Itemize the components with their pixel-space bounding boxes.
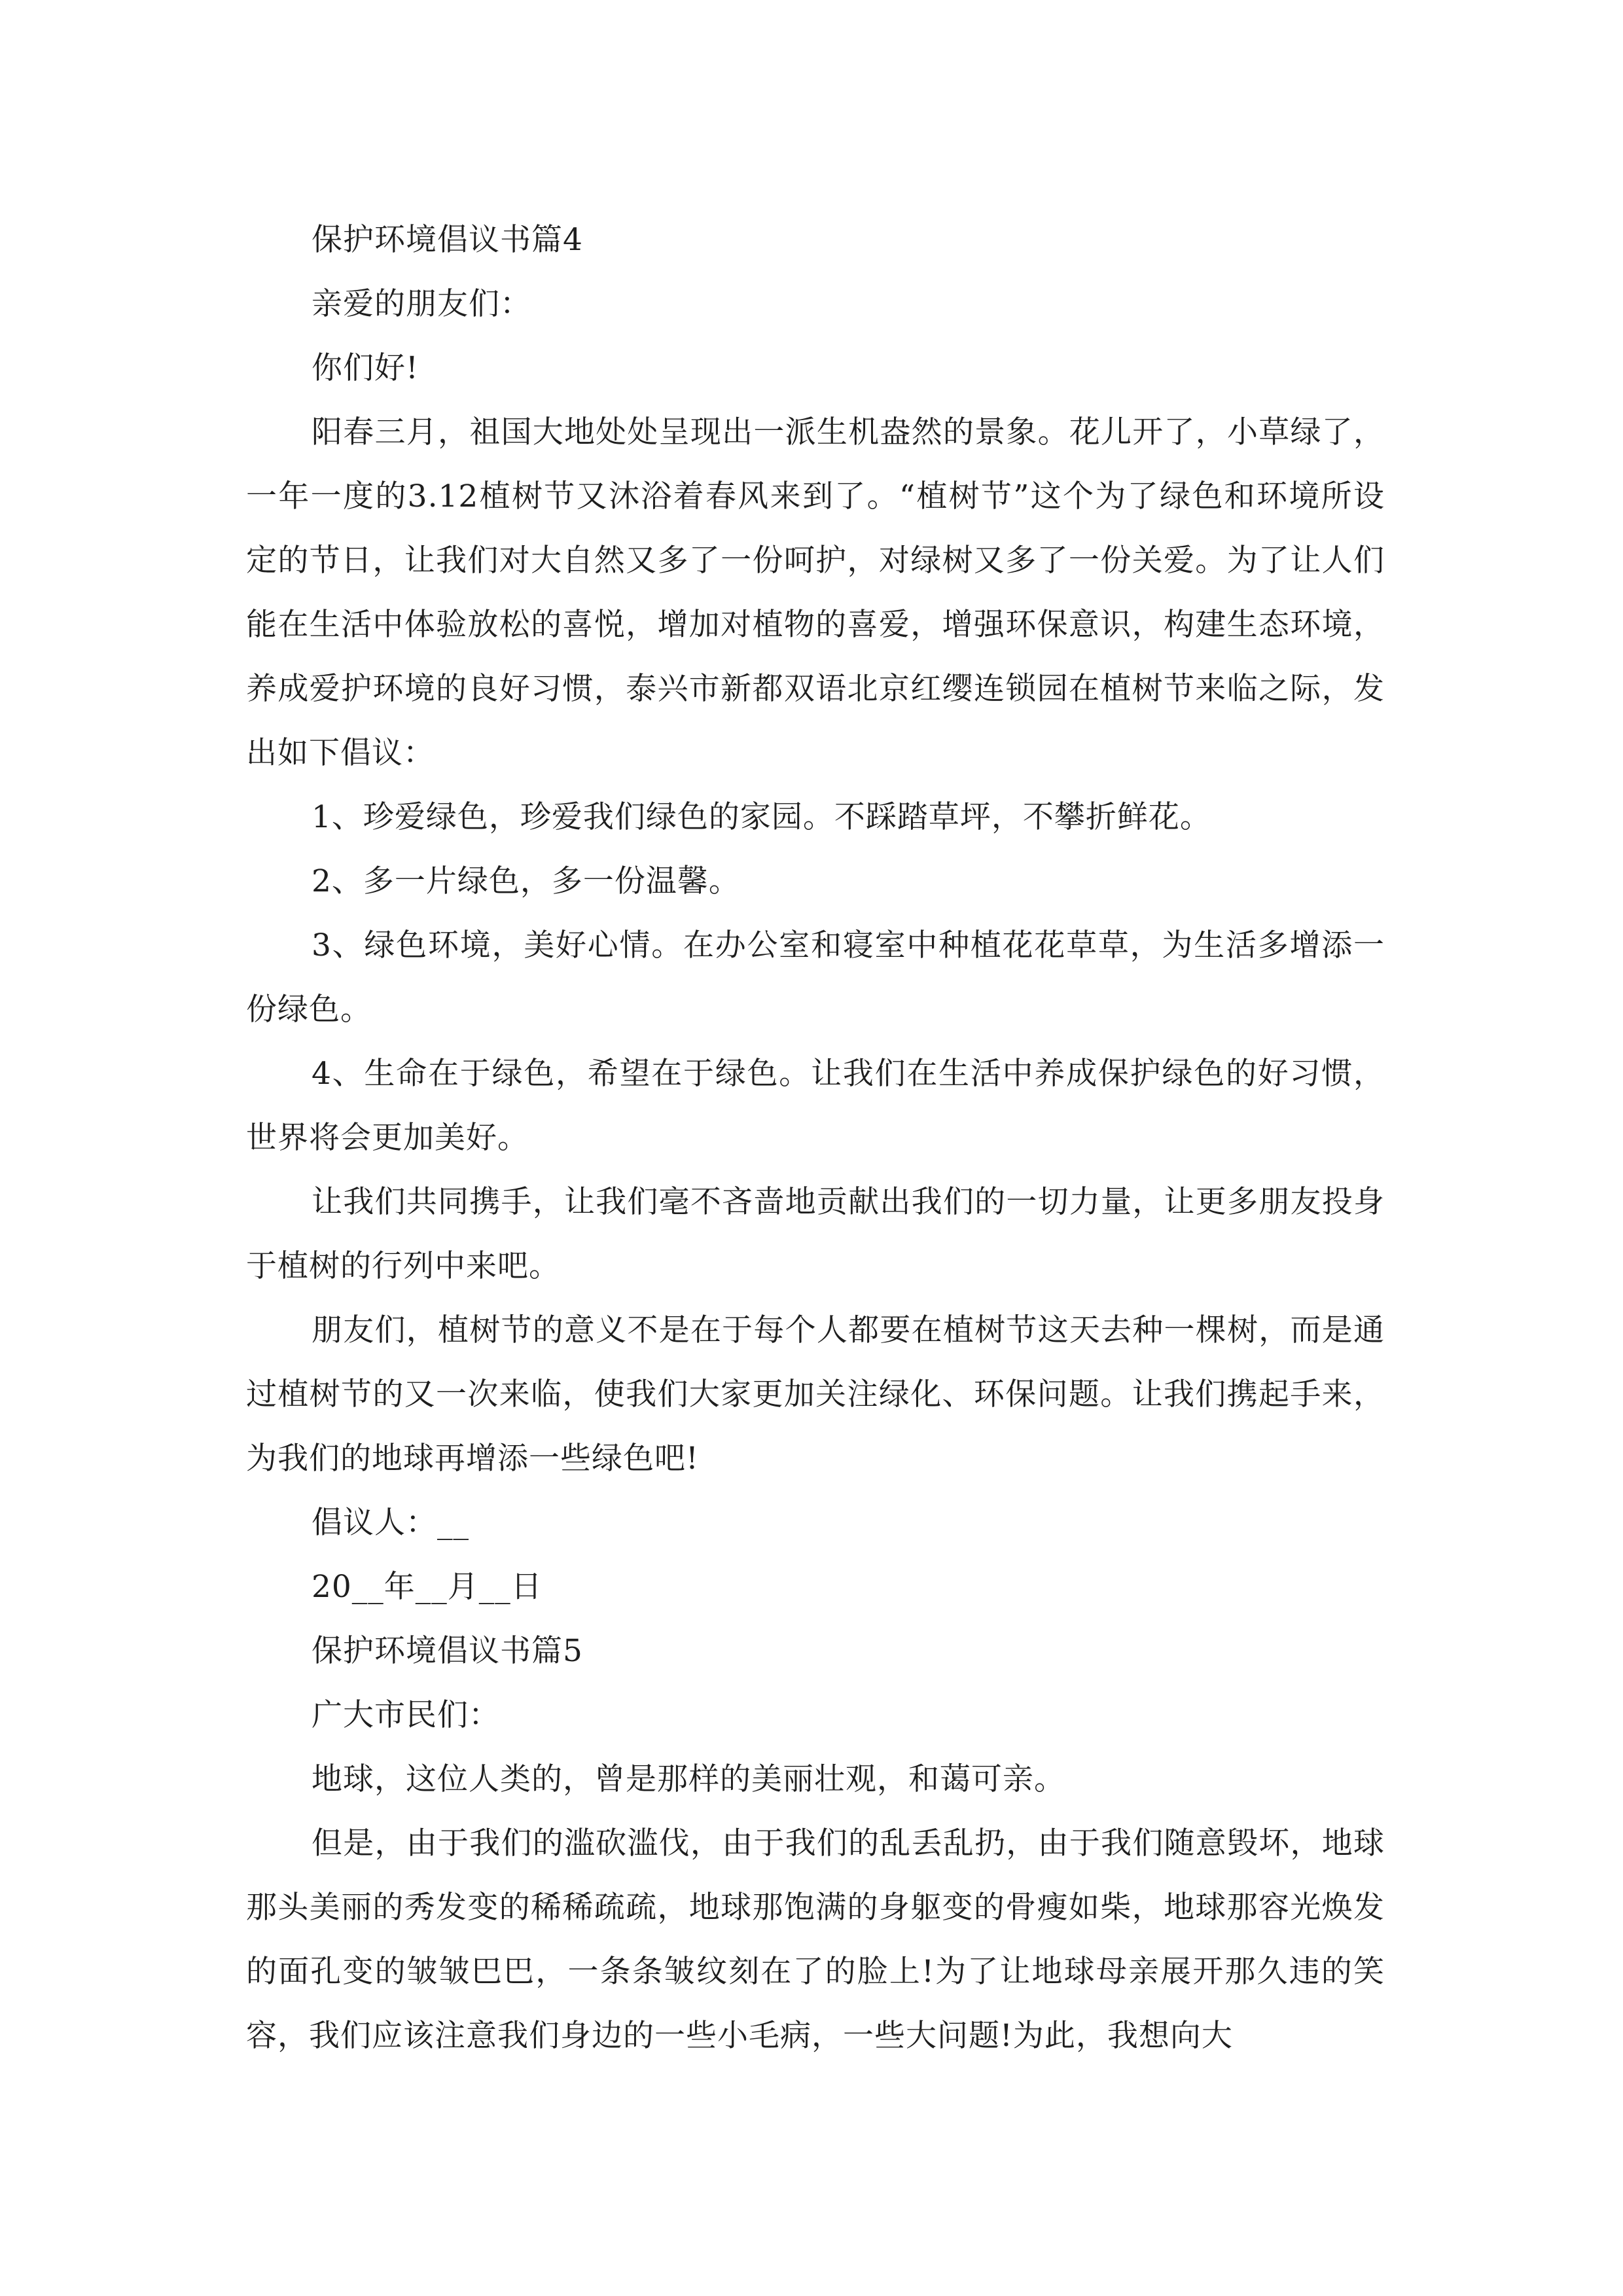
proposal-item-1: 1、珍爱绿色，珍爱我们绿色的家园。不踩踏草坪，不攀折鲜花。 (312, 799, 1211, 835)
body-paragraph: 阳春三月，祖国大地处处呈现出一派生机盎然的景象。花儿开了，小草绿了，一年一度的3.12植树节又沐浴着春风来到了。“植树节”这个为了绿色和环境所设定的节日，让我们对大自然又多了一份呵护，对绿树又多了一份关爱。为了让人们能在生活中体验放松的喜悦，增加对植物的喜爱，增强环保意识，构建生态环境，养成爱护环境的良好习惯，泰兴市新都双语北京红缨连锁园在植树节来临之际，发出如下倡议： (246, 414, 1385, 771)
salutation: 广大市民们： (312, 1697, 500, 1733)
greeting: 你们好! (312, 350, 419, 386)
section-heading-5: 保护环境倡议书篇5 (312, 1633, 583, 1669)
body-paragraph: 让我们共同携手，让我们毫不吝啬地贡献出我们的一切力量，让更多朋友投身于植树的行列中来吧。 (246, 1184, 1385, 1284)
body-paragraph: 地球，这位人类的，曾是那样的美丽壮观，和蔼可亲。 (312, 1761, 1065, 1797)
proposal-item-2: 2、多一片绿色，多一份温馨。 (312, 863, 740, 899)
date-line: 20__年__月__日 (312, 1569, 543, 1605)
document-body (246, 208, 1385, 2068)
section-heading-4: 保护环境倡议书篇4 (312, 222, 583, 258)
salutation: 亲爱的朋友们： (312, 286, 531, 322)
signatory-line: 倡议人：__ (312, 1505, 469, 1541)
body-paragraph: 但是，由于我们的滥砍滥伐，由于我们的乱丢乱扔，由于我们随意毁坏，地球那头美丽的秀发变的稀稀疏疏，地球那饱满的身躯变的骨瘦如柴，地球那容光焕发的面孔变的皱皱巴巴，一条条皱纹刻在了的脸上!为了让地球母亲展开那久违的笑容，我们应该注意我们身边的一些小毛病，一些大问题!为此，我想向大 (246, 1825, 1385, 2054)
proposal-item-4: 4、生命在于绿色，希望在于绿色。让我们在生活中养成保护绿色的好习惯，世界将会更加美好。 (246, 1056, 1385, 1156)
proposal-item-3: 3、绿色环境，美好心情。在办公室和寝室中种植花花草草，为生活多增添一份绿色。 (246, 927, 1385, 1028)
body-paragraph: 朋友们，植树节的意义不是在于每个人都要在植树节这天去种一棵树，而是通过植树节的又一次来临，使我们大家更加关注绿化、环保问题。让我们携起手来，为我们的地球再增添一些绿色吧! (246, 1312, 1385, 1477)
